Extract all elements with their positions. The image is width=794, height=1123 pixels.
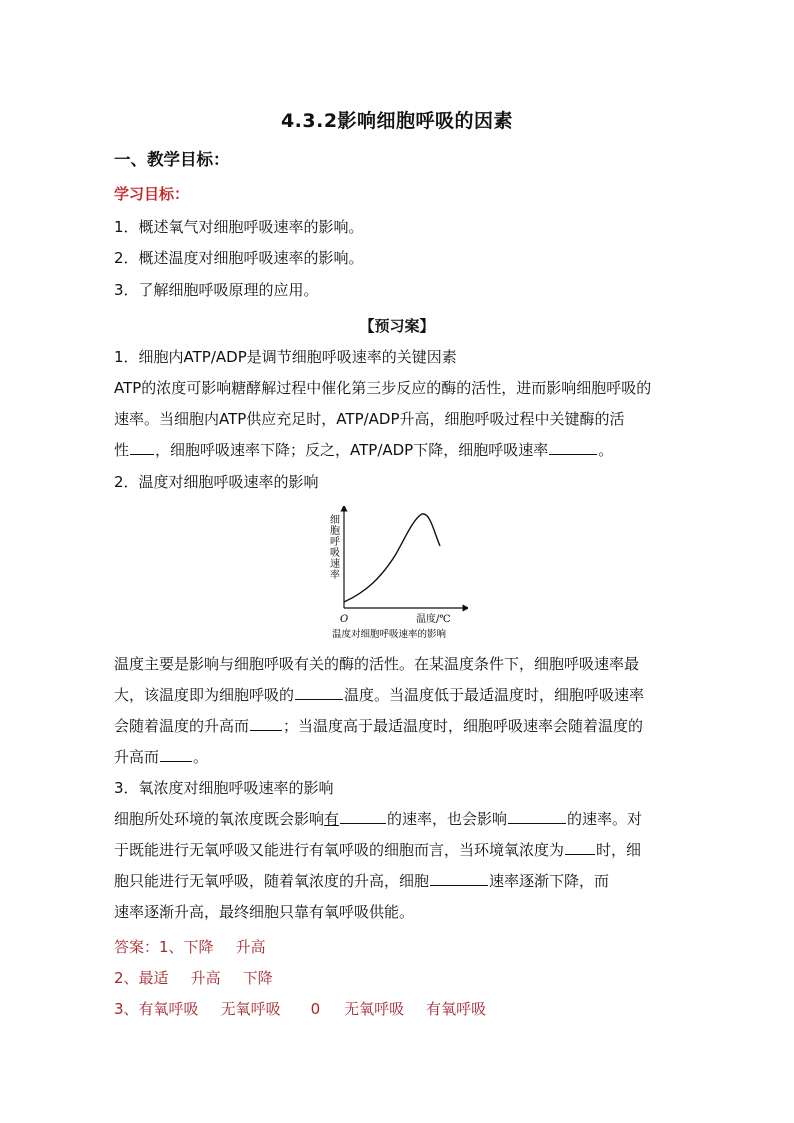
goal-item: 2．概述温度对细胞呼吸速率的影响。 [114,249,364,267]
goal-item: 3．了解细胞呼吸原理的应用。 [114,281,319,299]
fill-blank[interactable] [250,716,282,731]
p1-line: 速率。当细胞内ATP供应充足时，ATP/ADP升高，细胞呼吸过程中关键酶的活 [114,410,625,428]
answer-prefix: 3、 [114,1000,139,1018]
fill-blank[interactable] [430,871,488,886]
p1-line: ATP的浓度可影响糖酵解过程中催化第三步反应的酶的活性，进而影响细胞呼吸的 [114,379,652,397]
y-label-char: 呼 [330,537,340,548]
answer-value: 升高 [190,969,221,987]
rate-curve [344,514,440,602]
y-label-char: 细 [330,515,340,526]
p2-line [114,716,643,736]
y-axis-label-char [330,514,340,581]
fill-blank[interactable] [295,685,343,700]
answer-value: 无氧呼吸 [344,1000,405,1018]
text-segment: 大，该温度即为细胞呼吸的 [114,686,295,704]
p3-line [114,809,642,829]
answer-value: 有氧呼吸 [138,1000,199,1018]
fill-blank[interactable] [160,747,192,762]
answer-prefix: 答案：1、 [114,938,184,956]
fill-blank[interactable] [130,440,154,455]
p2-line [114,747,208,767]
figure-caption: 温度对细胞呼吸速率的影响 [332,629,447,640]
p2-heading: 2．温度对细胞呼吸速率的影响 [114,473,319,491]
answer-prefix: 2、 [114,969,139,987]
answer-line-3 [114,999,486,1019]
origin-label: O [340,614,349,625]
fill-blank[interactable] [565,840,595,855]
text-segment: 于既能进行无氧呼吸又能进行有氧呼吸的细胞而言，当环境氧浓度为 [114,841,565,859]
text-segment: ，细胞呼吸速率下降；反之，ATP/ADP下降，细胞呼吸速率 [155,441,549,459]
fill-blank[interactable] [340,809,386,824]
answer-value: 有氧呼吸 [426,1000,487,1018]
text-segment: 时，细 [596,841,642,859]
p2-line: 温度主要是影响与细胞呼吸有关的酶的活性。在某温度条件下，细胞呼吸速率最 [114,655,640,673]
p1-line [114,440,613,460]
x-axis-label: 温度/℃ [416,614,451,625]
text-segment: 。 [193,748,209,766]
text-segment: 胞只能进行无氧呼吸，随着氧浓度的升高，细胞 [114,872,430,890]
answer-value: 最适 [138,969,169,987]
text-segment: 细胞所处环境的氧浓度既会影响 [114,810,325,828]
text-segment: 温度。当温度低于最适温度时，细胞呼吸速率 [344,686,645,704]
section-heading-objectives: 一、教学目标： [114,150,230,169]
text-segment: ；当温度高于最适温度时，细胞呼吸速率会随着温度的 [283,717,644,735]
answer-value: 下降 [242,969,273,987]
p1-heading: 1．细胞内ATP/ADP是调节细胞呼吸速率的关键因素 [114,348,457,366]
text-segment: 的速率。对 [567,810,643,828]
fill-blank[interactable] [508,809,566,824]
p3-line: 速率逐渐升高，最终细胞只靠有氧呼吸供能。 [114,903,415,921]
p2-line [114,685,644,705]
underlined-text: 有 [324,810,340,828]
answer-line-2 [114,968,273,988]
y-label-char: 胞 [330,526,340,537]
text-segment: 会随着温度的升高而 [114,717,250,735]
answer-value: 升高 [235,938,266,956]
answer-value: 下降 [183,938,214,956]
y-label-char: 率 [330,570,340,581]
y-label-char: 吸 [330,548,340,559]
goal-item: 1．概述氧气对细胞呼吸速率的影响。 [114,218,364,236]
page-title: 4.3.2影响细胞呼吸的因素 [280,110,514,132]
p3-line [114,871,609,891]
temperature-rate-figure [326,506,468,646]
answer-value: 无氧呼吸 [220,1000,281,1018]
p3-heading: 3．氧浓度对细胞呼吸速率的影响 [114,779,334,797]
text-segment: 速率逐渐下降，而 [489,872,610,890]
text-segment: 性 [114,441,130,459]
preview-heading: 【预习案】 [359,317,435,335]
text-segment: 。 [598,441,614,459]
fill-blank[interactable] [549,440,597,455]
answer-value: 0 [310,1000,321,1018]
p3-line [114,840,641,860]
learning-goals-heading: 学习目标： [114,185,190,203]
text-segment: 的速率，也会影响 [387,810,508,828]
answer-line-1 [114,937,266,957]
y-label-char: 速 [330,559,340,570]
text-segment: 升高而 [114,748,160,766]
